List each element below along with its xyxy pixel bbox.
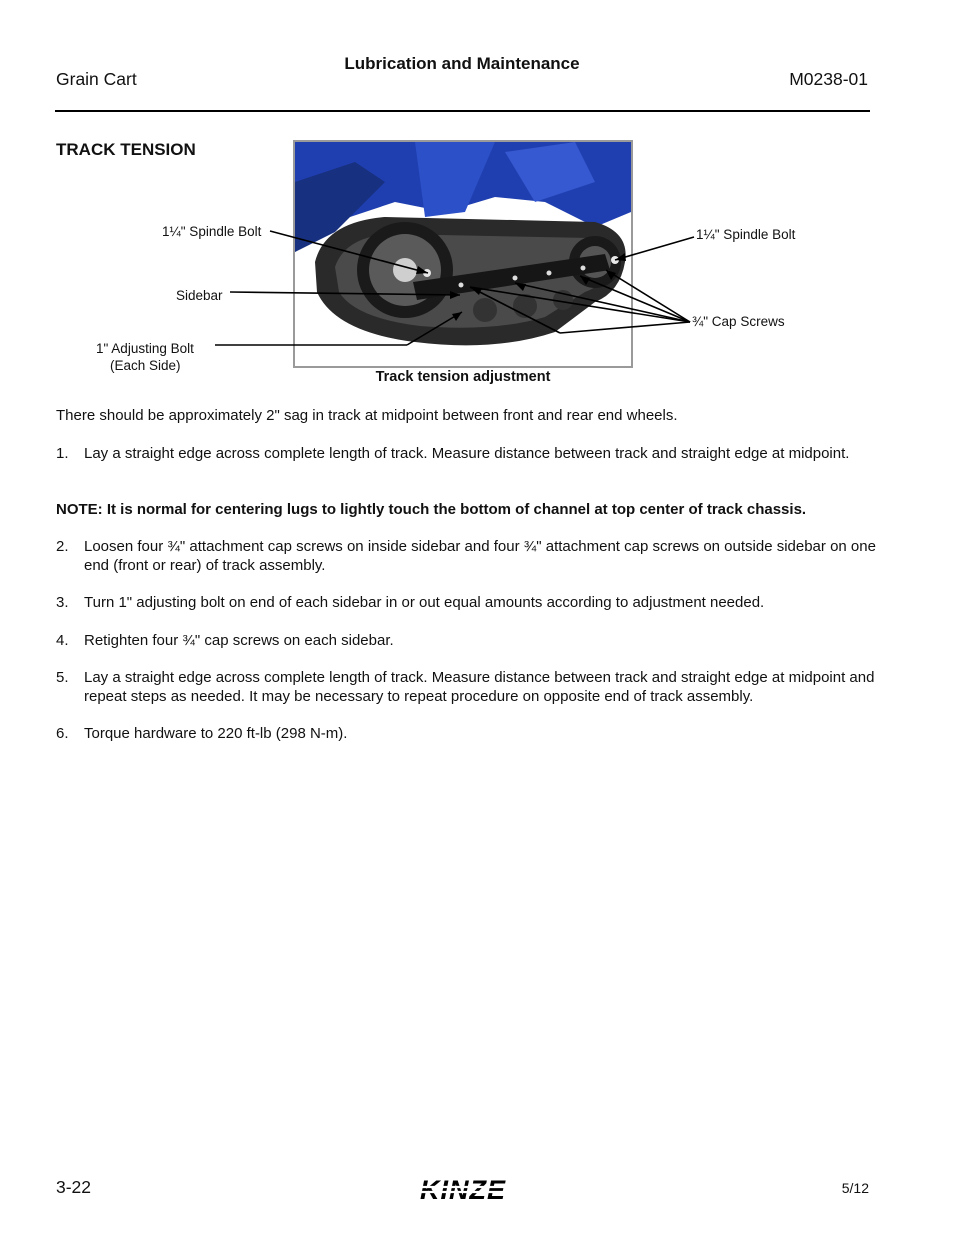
callout-cap-screws: ¾" Cap Screws — [692, 314, 785, 329]
step-5 — [56, 668, 876, 706]
callout-adjusting-bolt-note: (Each Side) — [110, 358, 181, 373]
intro-paragraph: There should be approximately 2" sag in track at midpoint between front and rear end wheels. — [56, 407, 678, 424]
section-heading: TRACK TENSION — [56, 140, 196, 159]
step-text: Lay a straight edge across complete length of track. Measure distance between track and straight edge at midpoint. — [84, 445, 850, 462]
header-product-name: Grain Cart — [56, 69, 137, 89]
callout-sidebar: Sidebar — [176, 288, 223, 303]
header-section-title: Lubrication and Maintenance — [344, 54, 580, 73]
brand-logo-icon — [403, 1175, 523, 1205]
track-illustration — [295, 142, 631, 366]
step-text: Lay a straight edge across complete length of track. Measure distance between track and straight edge at midpoint and repeat steps as needed. It may be necessary to repeat procedure on opposite end of track assembly. — [84, 669, 875, 705]
footer-page-number: 3-22 — [56, 1177, 92, 1197]
figure-caption: Track tension adjustment — [375, 369, 551, 385]
step-1 — [56, 444, 876, 463]
step-6 — [56, 724, 876, 743]
callout-spindle-bolt-left: 1¼" Spindle Bolt — [162, 224, 262, 239]
step-number: 1. — [56, 445, 69, 462]
brand-wordmark: KINZE — [420, 1175, 506, 1205]
step-2 — [56, 537, 876, 575]
footer-date: 5/12 — [841, 1180, 869, 1196]
callout-spindle-bolt-right: 1¼" Spindle Bolt — [696, 227, 796, 242]
header-doc-number: M0238-01 — [789, 69, 868, 89]
step-number: 5. — [56, 669, 69, 686]
step-text: Turn 1" adjusting bolt on end of each sidebar in or out equal amounts according to adjustment needed. — [84, 594, 765, 611]
step-number: 4. — [56, 632, 69, 649]
note-paragraph: NOTE: It is normal for centering lugs to lightly touch the bottom of channel at top center of track chassis. — [56, 501, 807, 518]
step-text: Torque hardware to 220 ft-lb (298 N-m). — [84, 725, 348, 742]
step-text: Retighten four ¾" cap screws on each sidebar. — [84, 632, 394, 649]
step-4 — [56, 631, 876, 650]
step-number: 2. — [56, 538, 69, 555]
step-text: Loosen four ¾" attachment cap screws on inside sidebar and four ¾" attachment cap screws on outside sidebar on one end (front or rear) of track assembly. — [84, 538, 876, 574]
step-number: 3. — [56, 594, 69, 611]
track-photo — [293, 140, 633, 368]
kinze-logo — [403, 1175, 523, 1205]
step-number: 6. — [56, 725, 69, 742]
header-divider — [55, 110, 870, 112]
step-3 — [56, 593, 876, 612]
callout-adjusting-bolt: 1" Adjusting Bolt — [96, 341, 194, 356]
